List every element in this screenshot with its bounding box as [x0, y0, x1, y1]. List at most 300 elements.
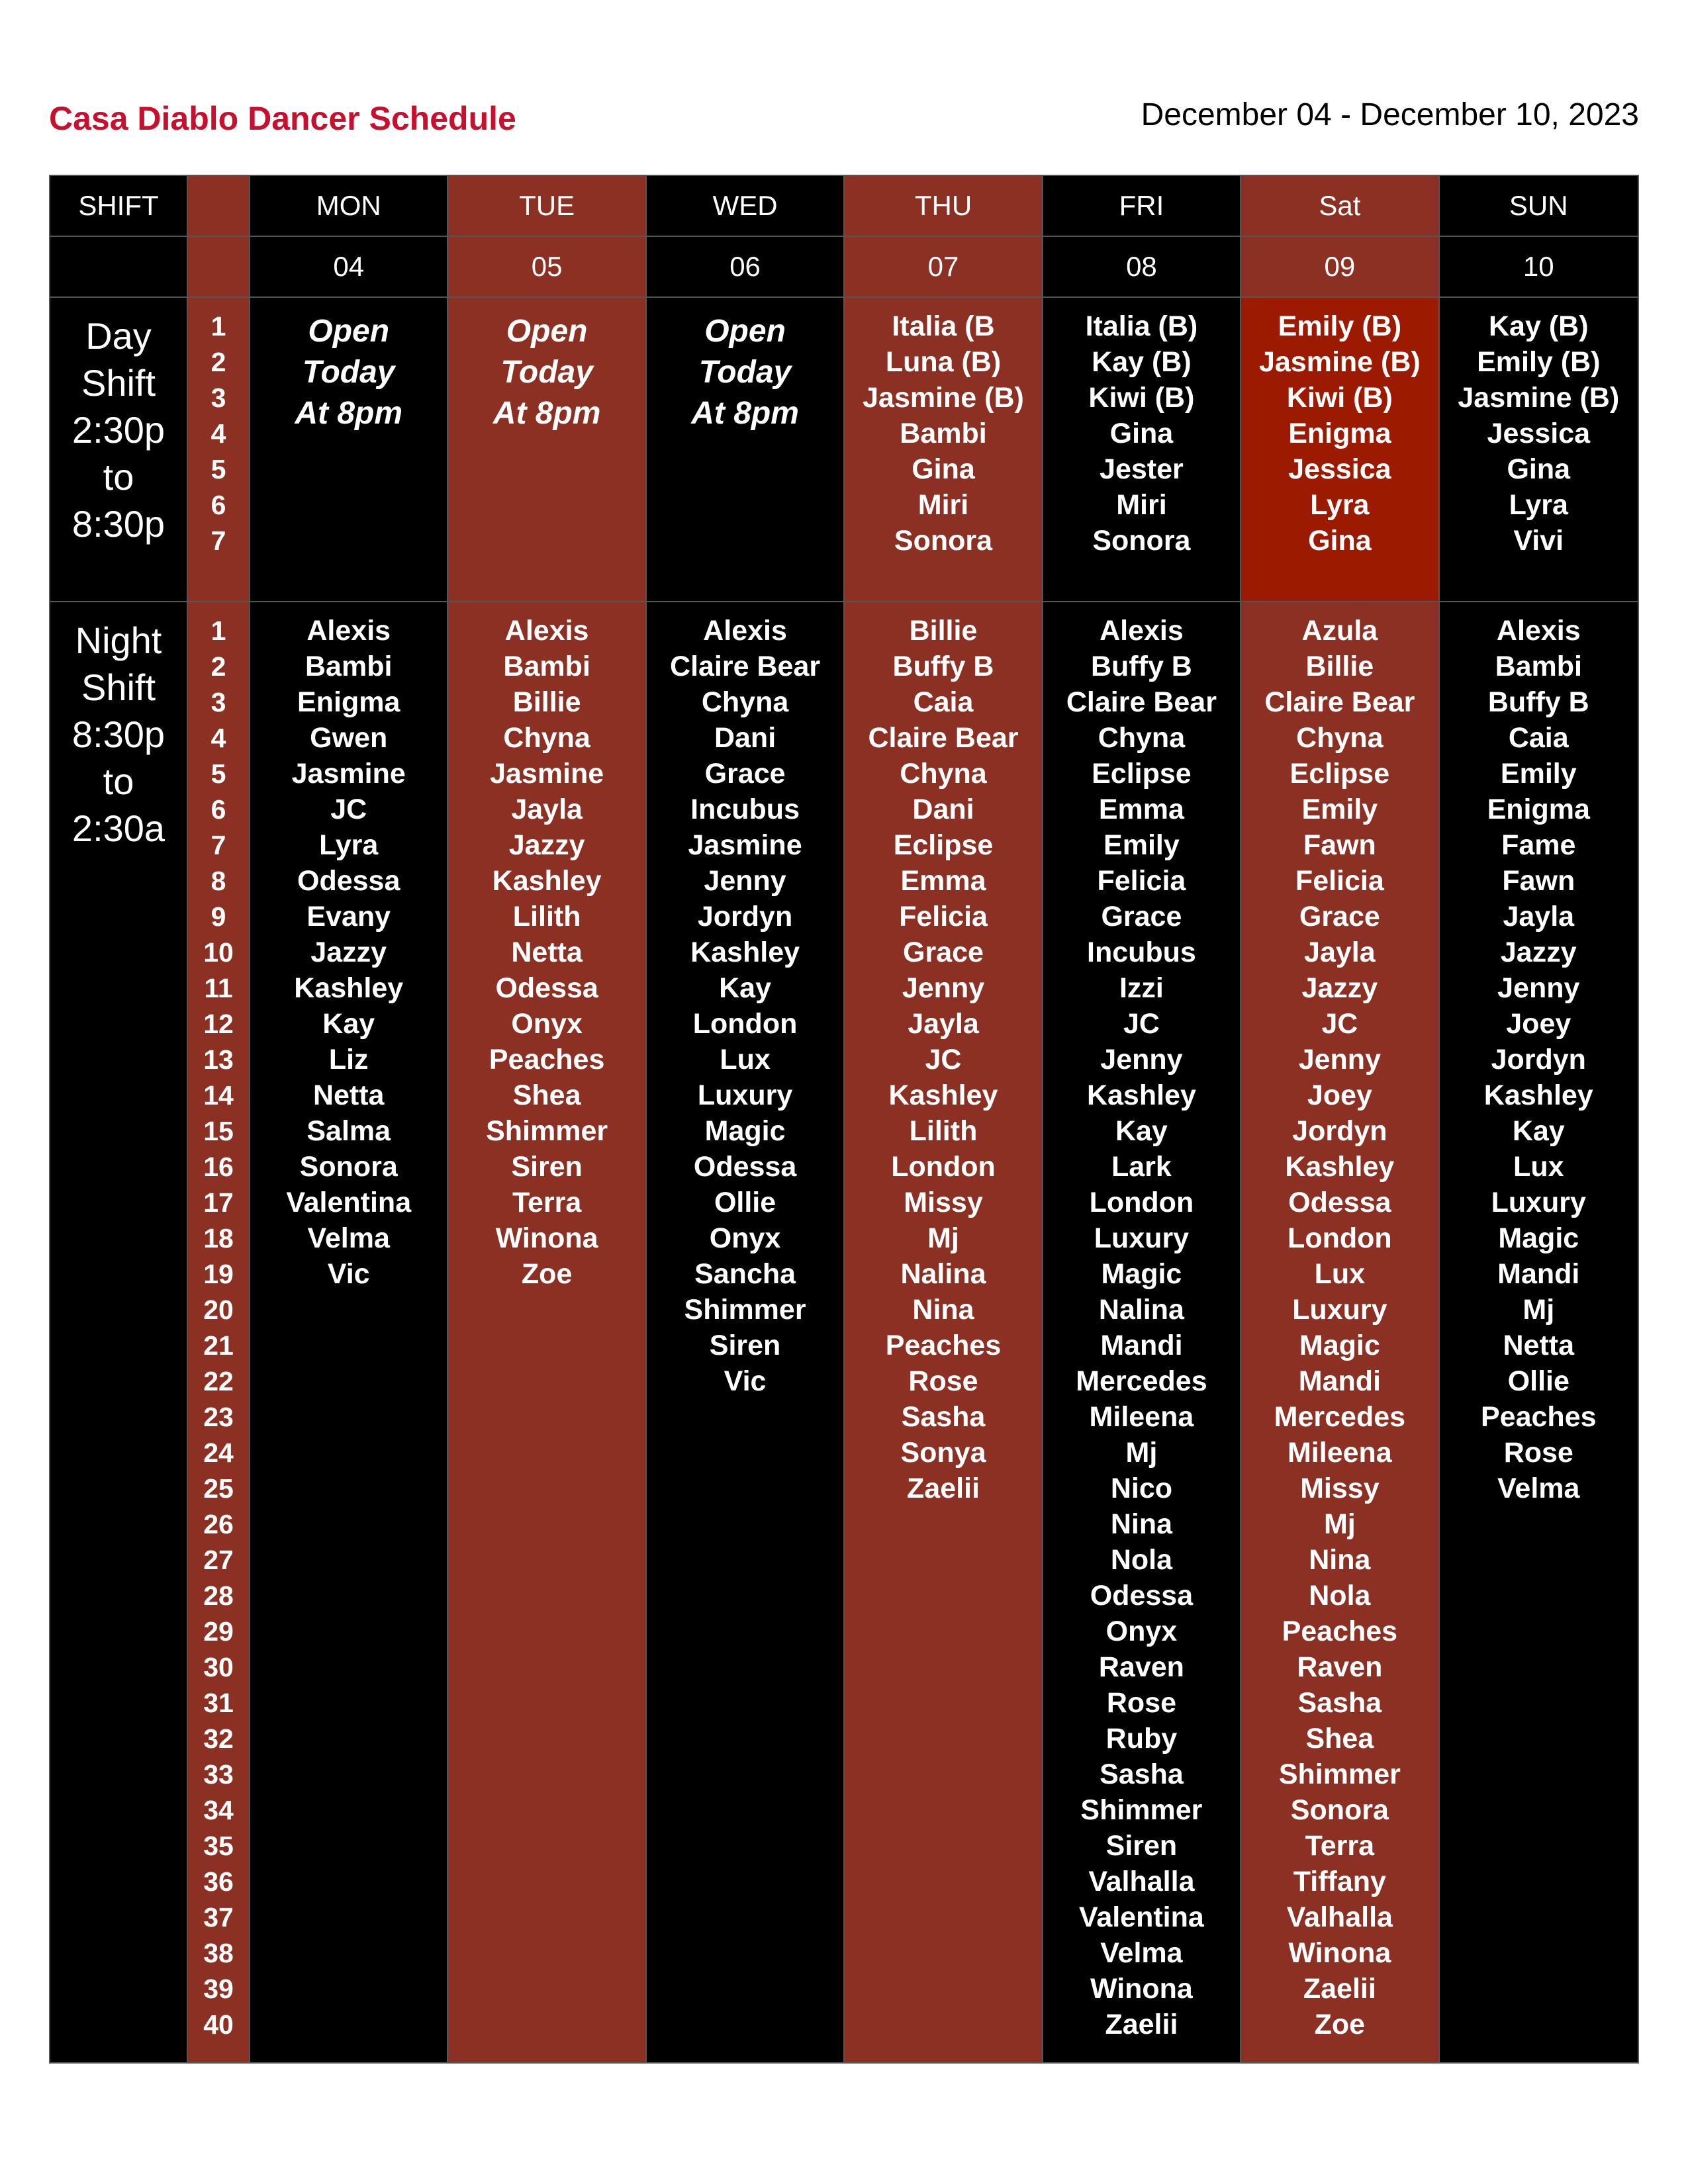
- night-shift-fri-line: Zaelii: [1105, 2009, 1178, 2040]
- day-shift-sat-line: Enigma: [1288, 418, 1391, 449]
- night-shift-numbers-line: 3: [211, 687, 226, 717]
- night-shift-fri-line: Velma: [1100, 1937, 1183, 1969]
- day-shift-sun-line: Jasmine (B): [1458, 382, 1620, 414]
- night-shift-sun-line: Kay: [1512, 1115, 1565, 1147]
- day-shift-numbers-line: 4: [211, 418, 226, 449]
- night-shift-wed-line: Onyx: [709, 1222, 781, 1254]
- night-shift-thu-line: Nina: [912, 1294, 974, 1326]
- night-shift-fri-line: Incubus: [1087, 936, 1196, 968]
- night-shift-thu-line: Grace: [903, 936, 984, 968]
- night-shift-sat-line: Eclipse: [1289, 758, 1390, 790]
- day-shift-numbers-line: 3: [211, 383, 226, 413]
- page-title: Casa Diablo Dancer Schedule: [49, 100, 516, 137]
- night-shift-sun: [1440, 602, 1638, 2062]
- night-shift-tue-line: Kashley: [492, 865, 602, 897]
- day-shift-tue-closed-line: At 8pm: [492, 396, 601, 431]
- shift-header: SHIFT: [50, 176, 188, 237]
- day-header-sun: SUN: [1440, 176, 1638, 237]
- night-shift-numbers-line: 23: [203, 1402, 234, 1432]
- night-shift-sat-line: Tiffany: [1293, 1866, 1386, 1897]
- night-shift-sun-line: Alexis: [1496, 615, 1581, 647]
- night-shift-mon-line: Velma: [307, 1222, 390, 1254]
- day-shift-sat-line: Gina: [1308, 525, 1372, 557]
- night-shift-mon-line: Kay: [322, 1008, 375, 1040]
- night-shift-thu-line: Caia: [913, 686, 974, 718]
- night-shift-thu-line: Jayla: [908, 1008, 979, 1040]
- date-mon: 04: [250, 237, 448, 298]
- night-shift-sat: [1241, 602, 1439, 2062]
- night-shift-numbers-line: 20: [203, 1295, 234, 1325]
- day-shift-fri-line: Miri: [1116, 489, 1167, 521]
- day-shift-fri-line: Jester: [1100, 453, 1184, 485]
- night-shift-numbers-line: 27: [203, 1545, 234, 1575]
- night-shift-fri-line: Claire Bear: [1066, 686, 1217, 718]
- night-shift-mon-line: Salma: [306, 1115, 391, 1147]
- day-shift-thu-line: Bambi: [900, 418, 987, 449]
- night-shift-fri-line: Rose: [1106, 1687, 1176, 1719]
- day-shift-tue-closed-line: Today: [500, 355, 593, 390]
- night-shift-wed-line: Dani: [714, 722, 776, 754]
- night-shift-tue-line: Lilith: [512, 901, 581, 933]
- night-shift-mon-line: Liz: [328, 1044, 369, 1075]
- night-shift-thu-line: Lilith: [909, 1115, 978, 1147]
- night-shift-numbers-line: 6: [211, 794, 226, 825]
- night-shift-label-line: to: [103, 760, 134, 803]
- night-shift-sat-line: Terra: [1305, 1830, 1375, 1862]
- date-range: December 04 - December 10, 2023: [1141, 97, 1639, 132]
- night-shift-tue-line: Shea: [512, 1079, 581, 1111]
- day-shift-numbers-line: 1: [211, 311, 226, 341]
- night-shift-fri-line: Valhalla: [1088, 1866, 1195, 1897]
- day-shift-mon-closed-line: At 8pm: [295, 396, 403, 431]
- night-shift-thu-line: Emma: [900, 865, 986, 897]
- day-shift-label-line: 8:30p: [71, 503, 165, 545]
- night-shift-sat-line: Raven: [1297, 1651, 1383, 1683]
- night-shift-mon-line: Vic: [327, 1258, 370, 1290]
- night-shift-sun-line: Ollie: [1507, 1365, 1570, 1397]
- night-shift-sun-line: Emily: [1500, 758, 1577, 790]
- night-shift-fri-line: Nico: [1110, 1473, 1173, 1504]
- night-shift-mon-line: Netta: [312, 1079, 385, 1111]
- day-shift-fri-line: Gina: [1109, 418, 1174, 449]
- night-shift-wed-line: Magic: [704, 1115, 786, 1147]
- day-shift-fri: [1043, 298, 1241, 602]
- night-shift-mon-line: Jazzy: [310, 936, 387, 968]
- number-header: [188, 176, 250, 237]
- night-shift-sun-line: Netta: [1503, 1330, 1575, 1361]
- night-shift-numbers-line: 5: [211, 758, 226, 789]
- night-shift-numbers-line: 9: [211, 901, 226, 932]
- night-shift-numbers-line: 28: [203, 1580, 234, 1611]
- day-shift-numbers-line: 2: [211, 347, 226, 377]
- night-shift-sun-line: Jayla: [1503, 901, 1575, 933]
- day-shift-sun-line: Lyra: [1509, 489, 1568, 521]
- day-shift-mon-closed-line: Open: [308, 314, 390, 349]
- night-shift-sat-line: Lux: [1314, 1258, 1366, 1290]
- night-shift-sat-line: Billie: [1305, 651, 1374, 682]
- day-shift-mon-closed-line: Today: [302, 355, 395, 390]
- night-shift-tue-line: Alexis: [504, 615, 589, 647]
- night-shift-wed-line: Vic: [724, 1365, 767, 1397]
- night-shift-sat-line: Mileena: [1287, 1437, 1392, 1469]
- day-shift-fri-line: Sonora: [1092, 525, 1191, 557]
- night-shift-thu-line: Chyna: [900, 758, 987, 790]
- night-shift-fri-line: Emily: [1103, 829, 1180, 861]
- night-shift-numbers-line: 35: [203, 1831, 234, 1861]
- night-shift-wed-line: Odessa: [693, 1151, 797, 1183]
- day-shift-numbers-line: 6: [211, 490, 226, 520]
- day-shift-sun-line: Gina: [1507, 453, 1571, 485]
- night-shift-mon: [250, 602, 448, 2062]
- night-shift-thu-line: Claire Bear: [868, 722, 1019, 754]
- night-shift-mon-line: Kashley: [294, 972, 404, 1004]
- day-shift-thu-line: Sonora: [894, 525, 993, 557]
- night-shift-tue-line: Billie: [512, 686, 581, 718]
- night-shift-sat-line: Peaches: [1282, 1615, 1398, 1647]
- night-shift-tue-line: Jasmine: [490, 758, 604, 790]
- day-shift-label-line: 2:30p: [71, 409, 165, 451]
- night-shift-fri-line: Nalina: [1098, 1294, 1184, 1326]
- day-shift-sat-line: Kiwi (B): [1286, 382, 1393, 414]
- night-shift-fri-line: Nola: [1110, 1544, 1173, 1576]
- night-shift-thu-line: Jenny: [902, 972, 985, 1004]
- night-shift-label-line: Night: [75, 619, 162, 661]
- day-shift-thu: [845, 298, 1043, 602]
- night-shift-sat-line: Joey: [1307, 1079, 1372, 1111]
- night-shift-wed-line: Jenny: [704, 865, 786, 897]
- schedule-table: [49, 175, 1639, 2064]
- day-shift-sat-line: Lyra: [1310, 489, 1370, 521]
- night-shift-sat-line: Odessa: [1288, 1187, 1391, 1218]
- night-shift-numbers-line: 36: [203, 1866, 234, 1897]
- night-shift-sat-line: Sasha: [1297, 1687, 1382, 1719]
- night-shift-tue-line: Bambi: [503, 651, 590, 682]
- night-shift-sun-line: Luxury: [1491, 1187, 1586, 1218]
- night-shift-tue-line: Peaches: [489, 1044, 605, 1075]
- night-shift-wed-line: Incubus: [690, 794, 800, 825]
- night-shift-tue-line: Jayla: [511, 794, 583, 825]
- night-shift-fri-line: Buffy B: [1090, 651, 1192, 682]
- night-shift-thu-line: Zaelii: [907, 1473, 980, 1504]
- night-shift-numbers-line: 25: [203, 1473, 234, 1504]
- night-shift-sun-line: Jordyn: [1491, 1044, 1586, 1075]
- night-shift-sat-line: Shimmer: [1278, 1758, 1401, 1790]
- night-shift-sun-line: Mandi: [1497, 1258, 1580, 1290]
- night-shift-sun-line: Jazzy: [1500, 936, 1577, 968]
- day-header-mon: MON: [250, 176, 448, 237]
- night-shift-sat-line: Magic: [1299, 1330, 1380, 1361]
- night-shift-numbers-line: 12: [203, 1009, 234, 1039]
- night-shift-numbers-line: 21: [203, 1330, 234, 1361]
- night-shift-mon-line: Evany: [306, 901, 391, 933]
- night-shift-fri-line: Raven: [1098, 1651, 1184, 1683]
- date-row-label: [50, 237, 188, 298]
- night-shift-sat-line: Mandi: [1298, 1365, 1381, 1397]
- night-shift-thu-line: Mj: [927, 1222, 959, 1254]
- night-shift-thu-line: Felicia: [899, 901, 988, 933]
- night-shift-numbers-line: 8: [211, 866, 226, 896]
- night-shift-wed-line: Shimmer: [684, 1294, 806, 1326]
- day-header-sat: Sat: [1241, 176, 1439, 237]
- night-shift-sat-line: Azula: [1301, 615, 1378, 647]
- night-shift-numbers-line: 18: [203, 1223, 234, 1253]
- night-shift-fri-line: Lark: [1111, 1151, 1172, 1183]
- night-shift-fri-line: Mileena: [1089, 1401, 1194, 1433]
- night-shift-numbers-line: 2: [211, 651, 226, 682]
- night-shift-mon-line: Enigma: [297, 686, 400, 718]
- night-shift-wed-line: Claire Bear: [670, 651, 821, 682]
- date-row-number: [188, 237, 250, 298]
- night-shift-sun-line: Magic: [1498, 1222, 1579, 1254]
- night-shift-numbers-line: 13: [203, 1044, 234, 1075]
- night-shift-fri-line: Winona: [1090, 1973, 1193, 2005]
- night-shift-fri-line: Chyna: [1098, 722, 1186, 754]
- night-shift-sat-line: Nola: [1309, 1580, 1371, 1612]
- night-shift-fri-line: Alexis: [1100, 615, 1184, 647]
- date-sat: 09: [1241, 237, 1439, 298]
- date-sun: 10: [1440, 237, 1638, 298]
- night-shift-numbers-line: 19: [203, 1259, 234, 1289]
- day-shift-sat-line: Jasmine (B): [1258, 346, 1421, 378]
- day-shift-sun-line: Vivi: [1513, 525, 1564, 557]
- night-shift-mon-line: Valentina: [286, 1187, 412, 1218]
- night-shift-numbers-line: 39: [203, 1974, 234, 2004]
- night-shift-sun-line: Rose: [1503, 1437, 1573, 1469]
- night-shift-fri-line: Ruby: [1105, 1723, 1178, 1754]
- night-shift-thu-line: Billie: [909, 615, 978, 647]
- day-shift-thu-line: Gina: [912, 453, 975, 485]
- night-shift-fri-line: Siren: [1105, 1830, 1178, 1862]
- night-shift-tue-line: Odessa: [495, 972, 598, 1004]
- day-shift-fri-line: Kay (B): [1092, 346, 1192, 378]
- night-shift-fri: [1043, 602, 1241, 2062]
- day-shift-fri-line: Kiwi (B): [1088, 382, 1195, 414]
- night-shift-wed-line: Jasmine: [688, 829, 802, 861]
- day-shift-sat-line: Emily (B): [1278, 310, 1402, 342]
- night-shift-wed-line: Ollie: [714, 1187, 776, 1218]
- night-shift-fri-line: JC: [1123, 1008, 1160, 1040]
- night-shift-numbers-line: 10: [203, 937, 234, 968]
- night-shift-numbers-line: 15: [203, 1116, 234, 1146]
- night-shift-fri-line: Mandi: [1100, 1330, 1183, 1361]
- night-shift-sat-line: Chyna: [1296, 722, 1383, 754]
- night-shift-sun-line: Jenny: [1497, 972, 1580, 1004]
- night-shift-label-line: 2:30a: [71, 807, 165, 850]
- day-shift-thu-line: Miri: [917, 489, 969, 521]
- night-shift-fri-line: Valentina: [1079, 1901, 1204, 1933]
- night-shift-sun-line: Bambi: [1495, 651, 1582, 682]
- night-shift-tue-line: Terra: [512, 1187, 582, 1218]
- day-shift-sun-line: Jessica: [1487, 418, 1590, 449]
- day-shift-label: [50, 298, 188, 602]
- day-shift-numbers-line: 5: [211, 454, 226, 484]
- night-shift-sat-line: Luxury: [1292, 1294, 1387, 1326]
- night-shift-fri-line: Nina: [1110, 1508, 1173, 1540]
- night-shift-tue-line: Jazzy: [508, 829, 585, 861]
- day-shift-wed-closed-line: Today: [698, 355, 792, 390]
- night-shift-numbers-line: 7: [211, 830, 226, 860]
- date-tue: 05: [448, 237, 646, 298]
- night-shift-sat-line: Missy: [1300, 1473, 1380, 1504]
- night-shift-sun-line: Buffy B: [1487, 686, 1589, 718]
- day-shift-sun-line: Emily (B): [1477, 346, 1601, 378]
- day-shift-tue-closed-line: Open: [506, 314, 588, 349]
- night-shift-sun-line: Caia: [1508, 722, 1569, 754]
- night-shift-tue-line: Onyx: [511, 1008, 583, 1040]
- night-shift-tue-line: Shimmer: [486, 1115, 608, 1147]
- day-shift-tue-closed: [448, 298, 646, 602]
- night-shift-thu-line: Nalina: [900, 1258, 986, 1290]
- night-shift-thu-line: Buffy B: [892, 651, 994, 682]
- night-shift-fri-line: Onyx: [1105, 1615, 1178, 1647]
- night-shift-fri-line: Odessa: [1090, 1580, 1194, 1612]
- night-shift-numbers-line: 17: [203, 1187, 234, 1218]
- night-shift-tue-line: Siren: [511, 1151, 583, 1183]
- night-shift-mon-line: Odessa: [297, 865, 400, 897]
- night-shift-tue-line: Netta: [511, 936, 583, 968]
- night-shift-wed-line: Lux: [720, 1044, 771, 1075]
- night-shift-wed-line: Grace: [704, 758, 786, 790]
- night-shift-numbers: [188, 602, 250, 2062]
- night-shift-wed-line: London: [692, 1008, 798, 1040]
- night-shift-fri-line: Felicia: [1097, 865, 1186, 897]
- night-shift-sat-line: Emily: [1301, 794, 1378, 825]
- day-shift-label-line: to: [103, 456, 134, 498]
- night-shift-sat-line: Claire Bear: [1264, 686, 1415, 718]
- night-shift-numbers-line: 11: [204, 973, 233, 1003]
- night-shift-sat-line: Jenny: [1298, 1044, 1381, 1075]
- night-shift-numbers-line: 30: [203, 1652, 234, 1682]
- night-shift-fri-line: London: [1089, 1187, 1194, 1218]
- night-shift-wed-line: Sancha: [694, 1258, 796, 1290]
- day-shift-wed-closed-line: Open: [704, 314, 786, 349]
- night-shift-numbers-line: 29: [203, 1616, 234, 1647]
- night-shift-mon-line: Bambi: [305, 651, 393, 682]
- night-shift-fri-line: Jenny: [1100, 1044, 1183, 1075]
- night-shift-numbers-line: 34: [203, 1795, 234, 1825]
- date-thu: 07: [845, 237, 1043, 298]
- night-shift-fri-line: Kay: [1115, 1115, 1168, 1147]
- night-shift-sat-line: Kashley: [1285, 1151, 1395, 1183]
- night-shift-numbers-line: 14: [203, 1080, 234, 1111]
- night-shift-thu-line: London: [891, 1151, 996, 1183]
- night-shift-fri-line: Eclipse: [1092, 758, 1192, 790]
- night-shift-mon-line: Alexis: [306, 615, 391, 647]
- day-shift-label-line: Day: [85, 315, 152, 357]
- night-shift-wed-line: Chyna: [701, 686, 789, 718]
- night-shift-fri-line: Shimmer: [1080, 1794, 1203, 1826]
- day-shift-numbers-line: 7: [211, 525, 226, 556]
- night-shift-thu-line: Kashley: [888, 1079, 998, 1111]
- night-shift-tue-line: Winona: [495, 1222, 598, 1254]
- day-shift-sat-line: Jessica: [1288, 453, 1391, 485]
- day-shift-sun-line: Kay (B): [1489, 310, 1589, 342]
- night-shift-numbers-line: 4: [211, 723, 226, 753]
- night-shift-fri-line: Grace: [1101, 901, 1182, 933]
- night-shift-mon-line: Sonora: [299, 1151, 398, 1183]
- night-shift-numbers-line: 31: [203, 1688, 234, 1718]
- night-shift-mon-line: JC: [330, 794, 367, 825]
- night-shift-label: [50, 602, 188, 2062]
- night-shift-sat-line: Shea: [1305, 1723, 1374, 1754]
- night-shift-label-line: 8:30p: [71, 713, 165, 756]
- night-shift-fri-line: Luxury: [1094, 1222, 1190, 1254]
- night-shift-fri-line: Mercedes: [1076, 1365, 1207, 1397]
- night-shift-wed: [647, 602, 845, 2062]
- night-shift-wed-line: Kashley: [690, 936, 800, 968]
- night-shift-sat-line: Zoe: [1314, 2009, 1366, 2040]
- night-shift-mon-line: Gwen: [310, 722, 388, 754]
- night-shift-numbers-line: 24: [203, 1437, 234, 1468]
- night-shift-sat-line: Fawn: [1303, 829, 1376, 861]
- night-shift-thu: [845, 602, 1043, 2062]
- night-shift-wed-line: Jordyn: [697, 901, 793, 933]
- night-shift-numbers-line: 40: [203, 2009, 234, 2040]
- night-shift-sat-line: Jazzy: [1301, 972, 1378, 1004]
- night-shift-fri-line: Sasha: [1100, 1758, 1184, 1790]
- night-shift-thu-line: JC: [925, 1044, 962, 1075]
- night-shift-thu-line: Sasha: [901, 1401, 986, 1433]
- night-shift-wed-line: Siren: [709, 1330, 781, 1361]
- day-shift-wed-closed: [647, 298, 845, 602]
- night-shift-sun-line: Velma: [1497, 1473, 1580, 1504]
- night-shift-sat-line: Zaelii: [1303, 1973, 1376, 2005]
- night-shift-sat-line: Nina: [1309, 1544, 1371, 1576]
- day-shift-mon-closed: [250, 298, 448, 602]
- day-shift-fri-line: Italia (B): [1085, 310, 1198, 342]
- night-shift-fri-line: Izzi: [1119, 972, 1164, 1004]
- day-shift-label-line: Shift: [81, 362, 156, 404]
- night-shift-sat-line: Sonora: [1290, 1794, 1389, 1826]
- night-shift-sat-line: London: [1288, 1222, 1392, 1254]
- date-fri: 08: [1043, 237, 1241, 298]
- night-shift-numbers-line: 32: [203, 1723, 234, 1754]
- day-shift-thu-line: Italia (B: [892, 310, 995, 342]
- night-shift-sun-line: Fawn: [1502, 865, 1575, 897]
- night-shift-thu-line: Dani: [912, 794, 974, 825]
- day-header-fri: FRI: [1043, 176, 1241, 237]
- day-shift-sun: [1440, 298, 1638, 602]
- day-header-wed: WED: [647, 176, 845, 237]
- night-shift-mon-line: Lyra: [319, 829, 379, 861]
- night-shift-numbers-line: 26: [203, 1509, 234, 1539]
- night-shift-thu-line: Rose: [908, 1365, 978, 1397]
- night-shift-thu-line: Peaches: [885, 1330, 1002, 1361]
- night-shift-sat-line: Mercedes: [1274, 1401, 1406, 1433]
- day-shift-thu-line: Jasmine (B): [863, 382, 1024, 414]
- night-shift-tue: [448, 602, 646, 2062]
- night-shift-thu-line: Sonya: [900, 1437, 986, 1469]
- night-shift-label-line: Shift: [81, 666, 156, 709]
- night-shift-sun-line: Enigma: [1487, 794, 1590, 825]
- night-shift-numbers-line: 1: [211, 615, 226, 646]
- night-shift-sun-line: Joey: [1506, 1008, 1571, 1040]
- night-shift-numbers-line: 33: [203, 1759, 234, 1790]
- night-shift-wed-line: Kay: [719, 972, 771, 1004]
- night-shift-sat-line: Winona: [1288, 1937, 1391, 1969]
- day-header-thu: THU: [845, 176, 1043, 237]
- night-shift-sun-line: Peaches: [1481, 1401, 1597, 1433]
- night-shift-tue-line: Zoe: [521, 1258, 573, 1290]
- night-shift-sun-line: Fame: [1501, 829, 1576, 861]
- night-shift-sat-line: JC: [1321, 1008, 1358, 1040]
- night-shift-wed-line: Alexis: [703, 615, 787, 647]
- night-shift-numbers-line: 38: [203, 1938, 234, 1968]
- night-shift-sat-line: Felicia: [1295, 865, 1384, 897]
- night-shift-thu-line: Missy: [904, 1187, 983, 1218]
- night-shift-sun-line: Mj: [1523, 1294, 1555, 1326]
- night-shift-numbers-line: 37: [203, 1902, 234, 1933]
